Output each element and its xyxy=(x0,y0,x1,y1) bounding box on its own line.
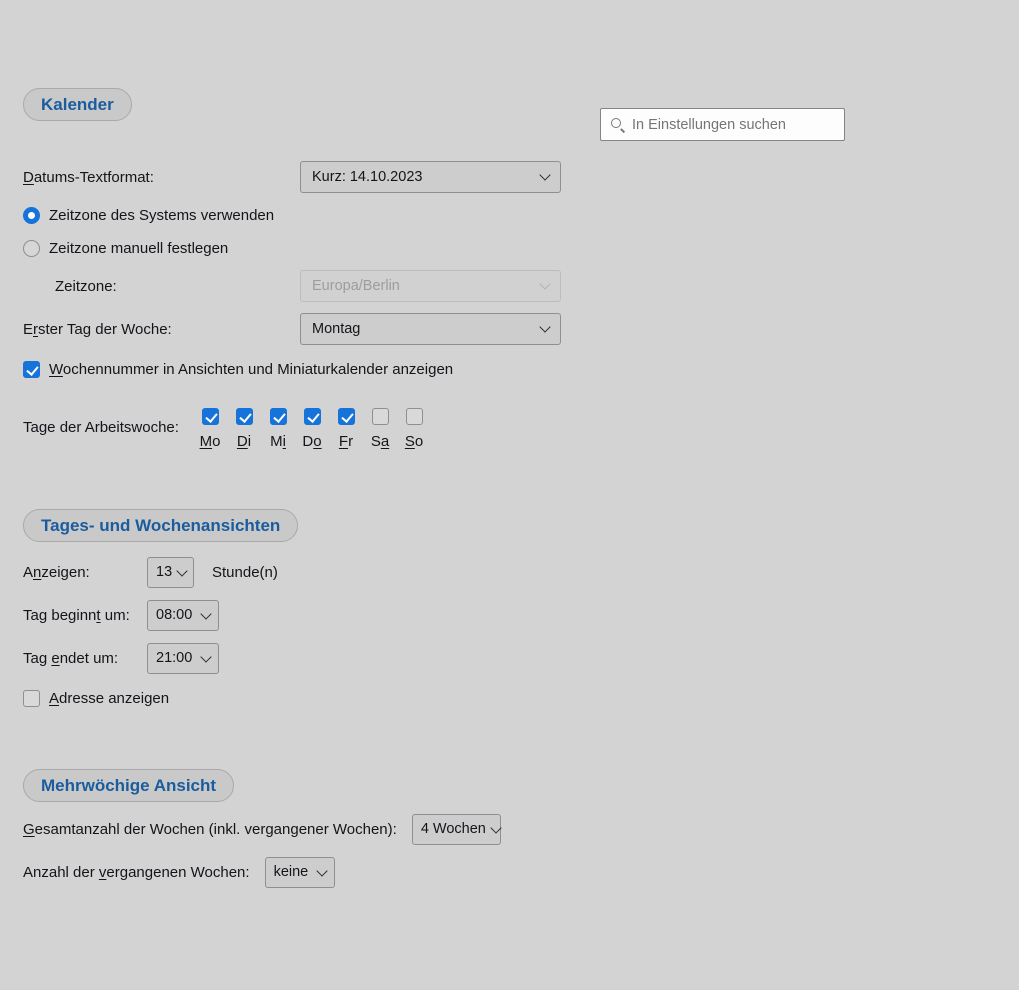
previous-weeks-label: Anzahl der vergangenen Wochen: xyxy=(23,864,250,881)
chevron-down-icon xyxy=(200,651,211,662)
workweek-day-fr-checkbox[interactable] xyxy=(338,408,355,425)
previous-weeks-select[interactable] xyxy=(265,857,335,888)
workweek-day-di-checkbox[interactable] xyxy=(236,408,253,425)
chevron-down-icon xyxy=(539,278,550,289)
hours-shown-value: 13 xyxy=(156,564,173,581)
date-format-value: Kurz: 14.10.2023 xyxy=(312,168,423,185)
workweek-day-so-label: So xyxy=(404,433,424,450)
date-format-label: Datums-Textformat: xyxy=(23,168,154,186)
hours-shown-row xyxy=(23,557,1019,588)
week-number-checkbox[interactable] xyxy=(23,361,40,378)
day-end-select[interactable] xyxy=(147,643,219,674)
hours-shown-label: Anzeigen: xyxy=(23,564,90,581)
previous-weeks-value: keine xyxy=(273,864,309,881)
workweek-day-mi[interactable] xyxy=(261,408,295,450)
workweek-day-so[interactable] xyxy=(397,408,431,450)
timezone-manual-radio-row[interactable] xyxy=(23,240,1019,257)
timezone-row xyxy=(23,270,1019,302)
day-start-value: 08:00 xyxy=(156,607,193,624)
section-heading-day-week-views: Tages- und Wochenansichten xyxy=(23,509,298,542)
settings-search xyxy=(600,108,845,141)
first-day-select[interactable] xyxy=(300,313,561,345)
workweek-days xyxy=(193,408,431,450)
workweek-day-sa[interactable] xyxy=(363,408,397,450)
day-end-row xyxy=(23,643,1019,674)
timezone-select xyxy=(300,270,561,302)
total-weeks-select[interactable] xyxy=(412,814,501,845)
workweek-day-do-checkbox[interactable] xyxy=(304,408,321,425)
timezone-system-radio-row[interactable] xyxy=(23,207,1019,224)
chevron-down-icon xyxy=(539,321,550,332)
day-end-label: Tag endet um: xyxy=(23,650,119,667)
workweek-day-di-label: Di xyxy=(236,433,252,450)
section-heading-multiweek: Mehrwöchige Ansicht xyxy=(23,769,234,802)
chevron-down-icon xyxy=(200,608,211,619)
workweek-day-mi-checkbox[interactable] xyxy=(270,408,287,425)
chevron-down-icon xyxy=(176,565,187,576)
timezone-value: Europa/Berlin xyxy=(312,277,400,294)
workweek-day-di[interactable] xyxy=(227,408,261,450)
workweek-day-mo[interactable] xyxy=(193,408,227,450)
week-number-checkbox-label: Wochennummer in Ansichten und Miniaturkalender anzeigen xyxy=(49,361,454,378)
timezone-label: Zeitzone: xyxy=(55,277,117,295)
total-weeks-value: 4 Wochen xyxy=(420,821,486,838)
address-checkbox-label: Adresse anzeigen xyxy=(49,690,170,707)
timezone-manual-radio[interactable] xyxy=(23,240,40,257)
workweek-day-do-label: Do xyxy=(302,433,322,450)
timezone-manual-radio-label: Zeitzone manuell festlegen xyxy=(49,240,229,257)
day-start-select[interactable] xyxy=(147,600,219,631)
workweek-day-fr[interactable] xyxy=(329,408,363,450)
day-start-row xyxy=(23,600,1019,631)
address-checkbox[interactable] xyxy=(23,690,40,707)
workweek-day-fr-label: Fr xyxy=(338,433,354,450)
search-input[interactable] xyxy=(625,117,835,133)
first-day-label: Erster Tag der Woche: xyxy=(23,320,172,338)
workweek-day-do[interactable] xyxy=(295,408,329,450)
timezone-system-radio[interactable] xyxy=(23,207,40,224)
address-checkbox-row[interactable] xyxy=(23,690,1019,707)
workweek-day-mo-checkbox[interactable] xyxy=(202,408,219,425)
workweek-days-row xyxy=(23,408,1019,450)
previous-weeks-row xyxy=(23,857,1019,888)
date-format-select[interactable] xyxy=(300,161,561,193)
search-icon xyxy=(610,117,625,132)
hours-shown-suffix: Stunde(n) xyxy=(212,564,278,581)
workweek-label: Tage der Arbeitswoche: xyxy=(23,419,179,436)
calendar-settings-page xyxy=(0,88,1019,888)
day-start-label: Tag beginnt um: xyxy=(23,607,130,624)
chevron-down-icon xyxy=(316,865,327,876)
workweek-day-sa-checkbox[interactable] xyxy=(372,408,389,425)
total-weeks-row xyxy=(23,814,1019,845)
section-heading-calendar: Kalender xyxy=(23,88,132,121)
total-weeks-label: Gesamtanzahl der Wochen (inkl. vergangener Wochen): xyxy=(23,821,397,838)
first-day-row xyxy=(23,313,1019,345)
workweek-day-mi-label: Mi xyxy=(270,433,286,450)
hours-shown-select[interactable] xyxy=(147,557,194,588)
date-format-row xyxy=(23,161,1019,193)
workweek-day-mo-label: Mo xyxy=(199,433,221,450)
timezone-system-radio-label: Zeitzone des Systems verwenden xyxy=(49,207,275,224)
first-day-value: Montag xyxy=(312,320,361,337)
workweek-day-sa-label: Sa xyxy=(370,433,390,450)
chevron-down-icon xyxy=(539,169,550,180)
chevron-down-icon xyxy=(490,822,501,833)
workweek-day-so-checkbox[interactable] xyxy=(406,408,423,425)
day-end-value: 21:00 xyxy=(156,650,193,667)
week-number-checkbox-row[interactable] xyxy=(23,361,1019,378)
